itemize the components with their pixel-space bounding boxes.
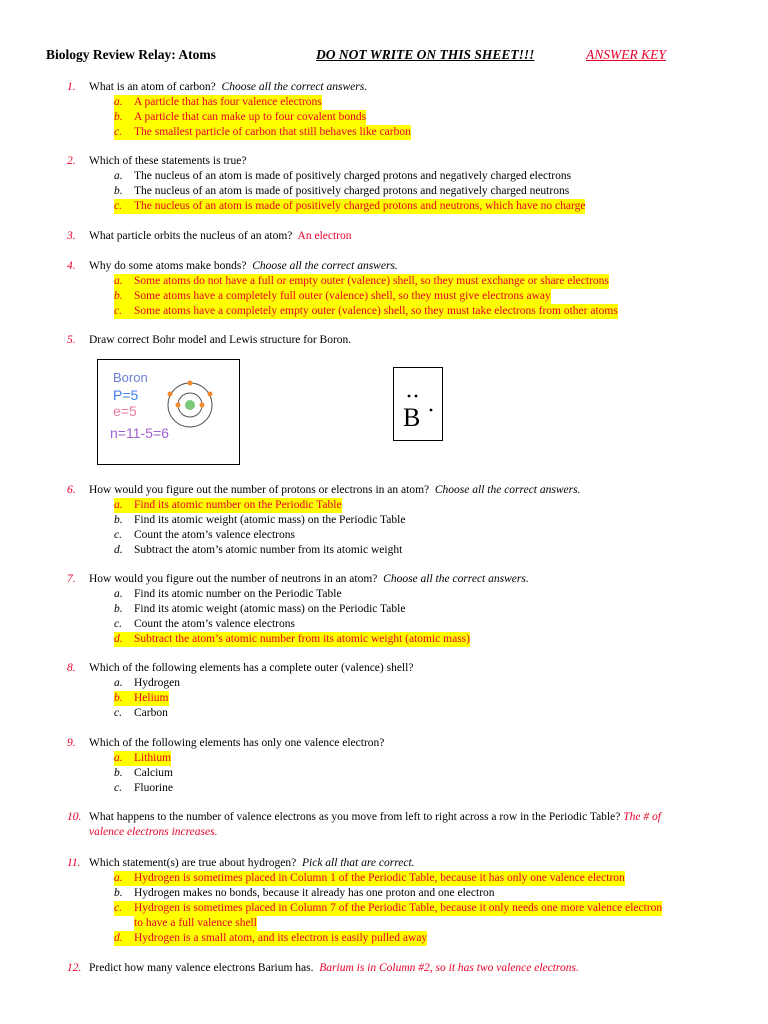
header (46, 47, 736, 65)
question-number: 12. (67, 962, 82, 974)
question-text: Which of these statements is true? (89, 155, 247, 167)
option-c: c. The nucleus of an atom is made of positively charged protons and neutrons, which have no charge (114, 200, 586, 212)
question-number: 2. (67, 155, 76, 167)
question-instruction: Pick all that are correct. (302, 857, 415, 869)
answer-text: An electron (297, 230, 352, 242)
lewis-structure-svg (394, 368, 442, 440)
option-c: c. The smallest particle of carbon that still behaves like carbon (114, 126, 411, 138)
option-b: b. Find its atomic weight (atomic mass) on the Periodic Table (114, 514, 406, 526)
option-b: b. Hydrogen makes no bonds, because it already has one proton and one electron (114, 887, 495, 899)
question-instruction: Choose all the correct answers. (252, 260, 398, 272)
option-d: d. Subtract the atom’s atomic number from its atomic weight (atomic mass) (114, 633, 470, 645)
bohr-label-electrons: e=5 (113, 403, 137, 419)
question-text: Why do some atoms make bonds? (89, 260, 247, 272)
question-10 (67, 810, 747, 840)
question-1 (67, 80, 747, 140)
answer-key-label: ANSWER KEY (586, 47, 666, 62)
electron (200, 403, 205, 408)
option-a: a. Find its atomic number on the Periodic Table (114, 499, 342, 511)
option-c: c. Count the atom’s valence electrons (114, 529, 295, 541)
question-text: How would you figure out the number of protons or electrons in an atom? (89, 484, 430, 496)
nucleus (185, 400, 195, 410)
bohr-label-protons: P=5 (113, 387, 139, 403)
electron (176, 403, 181, 408)
question-text: Which statement(s) are true about hydrogen? (89, 857, 297, 869)
question-text: What happens to the number of valence electrons as you move from left to right across a row in the Periodic Table? (89, 811, 621, 823)
question-number: 6. (67, 484, 76, 496)
question-7 (67, 572, 747, 647)
electron (168, 392, 173, 397)
question-text: What particle orbits the nucleus of an atom? (89, 230, 293, 242)
question-number: 5. (67, 334, 76, 346)
option-a: a. A particle that has four valence electrons (114, 96, 322, 108)
answer-text: The # of (623, 811, 661, 823)
option-b: b. Calcium (114, 767, 173, 779)
lewis-symbol: B (403, 403, 421, 432)
question-number: 11. (67, 857, 81, 869)
answer-text-continued: valence electrons increases. (89, 826, 218, 838)
question-text: Which of the following elements has a complete outer (valence) shell? (89, 662, 414, 674)
bohr-model-drawing (97, 359, 240, 465)
question-number: 3. (67, 230, 76, 242)
warning-text: DO NOT WRITE ON THIS SHEET!!! (316, 47, 535, 62)
option-a: a. Hydrogen is sometimes placed in Column 1 of the Periodic Table, because it has only one valence electron (114, 872, 625, 884)
option-a: a. Hydrogen (114, 677, 180, 689)
question-number: 9. (67, 737, 76, 749)
question-instruction: Choose all the correct answers. (434, 484, 581, 496)
option-c: c. Hydrogen is sometimes placed in Column 7 of the Periodic Table, because it only needs one more valence electron (114, 902, 663, 914)
option-a: a. The nucleus of an atom is made of positively charged protons and negatively charged electrons (114, 170, 572, 182)
valence-dot (415, 395, 418, 398)
option-c: c. Carbon (114, 707, 168, 719)
question-text: How would you figure out the number of neutrons in an atom? (89, 573, 378, 585)
question-text: Predict how many valence electrons Barium has. (89, 962, 314, 974)
question-9 (67, 736, 747, 796)
question-8 (67, 661, 747, 721)
electron (188, 381, 193, 386)
option-c: c. Some atoms have a completely empty outer (valence) shell, so they must take electrons from other atoms (114, 305, 618, 317)
question-number: 8. (67, 662, 76, 674)
valence-dot (408, 395, 411, 398)
valence-dot (430, 409, 433, 412)
question-12 (67, 961, 747, 976)
question-3 (67, 229, 747, 244)
electron (208, 392, 213, 397)
question-instruction: Choose all the correct answers. (221, 81, 368, 93)
worksheet-title: Biology Review Relay: Atoms (46, 47, 216, 62)
question-4 (67, 259, 747, 319)
question-5 (67, 333, 747, 348)
option-b: b. The nucleus of an atom is made of positively charged protons and negatively charged neutrons (114, 185, 570, 197)
option-b: b. Some atoms have a completely full outer (valence) shell, so they must give electrons away (114, 290, 551, 302)
question-text: Which of the following elements has only one valence electron? (89, 737, 385, 749)
question-6 (67, 483, 747, 558)
option-b: b. Find its atomic weight (atomic mass) on the Periodic Table (114, 603, 406, 615)
option-d: d. Subtract the atom’s atomic number from its atomic weight (114, 544, 403, 556)
bohr-label-element: Boron (113, 370, 148, 385)
lewis-structure-box (393, 367, 443, 441)
option-c-continued: to have a full valence shell (134, 917, 257, 929)
question-number: 10. (67, 811, 82, 823)
bohr-model-svg (98, 360, 239, 464)
bohr-label-neutrons: n=11-5=6 (110, 425, 169, 441)
option-d: d. Hydrogen is a small atom, and its electron is easily pulled away (114, 932, 428, 944)
option-a: a. Find its atomic number on the Periodic Table (114, 588, 342, 600)
answer-text: Barium is in Column #2, so it has two valence electrons. (319, 962, 579, 974)
option-c: c. Fluorine (114, 782, 173, 794)
option-b: b. A particle that can make up to four covalent bonds (114, 111, 367, 123)
option-c: c. Count the atom’s valence electrons (114, 618, 295, 630)
question-2 (67, 154, 747, 214)
question-number: 4. (67, 260, 76, 272)
option-b: b. Helium (114, 692, 169, 704)
option-a: a. Some atoms do not have a full or empty outer (valence) shell, so they must exchange or share electrons (114, 275, 609, 287)
question-number: 7. (67, 573, 76, 585)
question-text: Draw correct Bohr model and Lewis structure for Boron. (89, 334, 352, 346)
option-a: a. Lithium (114, 752, 172, 764)
question-text: What is an atom of carbon? (89, 81, 216, 93)
question-number: 1. (67, 81, 76, 93)
question-11 (67, 856, 747, 946)
question-instruction: Choose all the correct answers. (383, 573, 529, 585)
